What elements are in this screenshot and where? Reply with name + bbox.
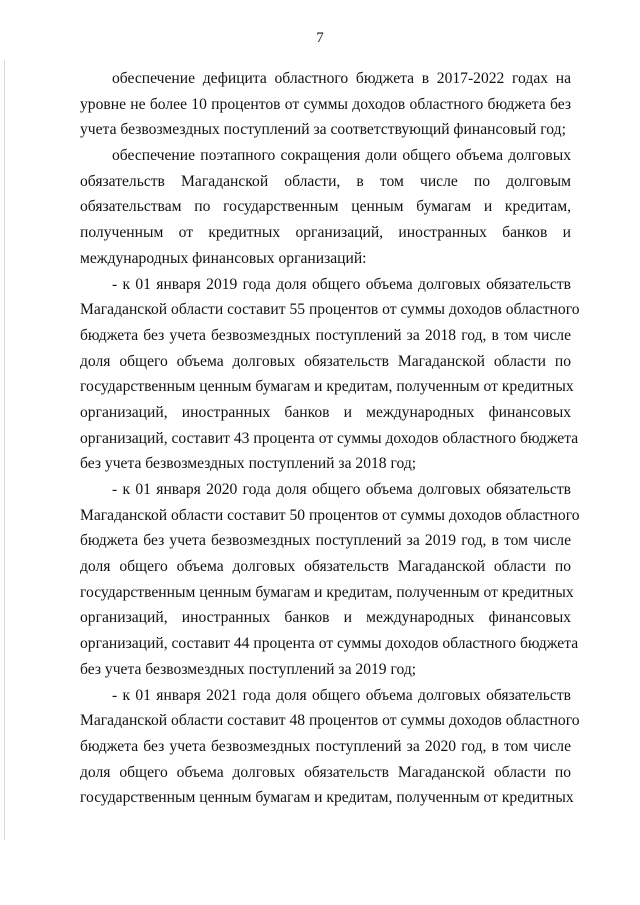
- text-line: Магаданской области составит 55 процентов от суммы доходов областного: [80, 301, 580, 319]
- text-line: Магаданской области составит 48 процентов от суммы доходов областного: [80, 712, 580, 730]
- text-line: доля общего объема долговых обязательств Магаданской области по: [80, 763, 571, 781]
- text-line: обязательствам по государственным ценным бумагам и кредитам,: [80, 198, 571, 216]
- text-line: учета безвозмездных поступлений за соответствующий финансовый год;: [80, 121, 566, 139]
- text-line: уровне не более 10 процентов от суммы доходов областного бюджета без: [80, 95, 571, 113]
- text-line: бюджета без учета безвозмездных поступлений за 2020 год, в том числе: [80, 737, 571, 755]
- text-line: международных финансовых организаций:: [80, 249, 367, 267]
- document-body: [80, 66, 580, 811]
- paragraph-item-2019: [80, 272, 580, 478]
- text-line: обеспечение дефицита областного бюджета в 2017-2022 годах на: [112, 70, 571, 87]
- text-line: обязательств Магаданской области, в том числе по долговым: [80, 172, 571, 190]
- text-line: без учета безвозмездных поступлений за 2019 год;: [80, 660, 417, 678]
- text-line: доля общего объема долговых обязательств Магаданской области по: [80, 558, 571, 576]
- paragraph-item-2020: [80, 477, 580, 683]
- scan-edge-mark: [4, 60, 5, 840]
- paragraph-item-2021: [80, 683, 580, 811]
- text-line: обеспечение поэтапного сокращения доли общего объема долговых: [112, 147, 571, 165]
- text-line: бюджета без учета безвозмездных поступлений за 2019 год, в том числе: [80, 532, 571, 550]
- text-line: - к 01 января 2021 года доля общего объема долговых обязательств: [112, 686, 571, 704]
- page-number: 7: [316, 30, 324, 46]
- paragraph-deficit: [80, 66, 571, 143]
- text-line: организаций, иностранных банков и международных финансовых: [80, 403, 571, 421]
- text-line: - к 01 января 2020 года доля общего объема долговых обязательств: [112, 481, 571, 498]
- text-line: государственным ценным бумагам и кредитам, полученным от кредитных: [80, 583, 574, 601]
- text-line: бюджета без учета безвозмездных поступлений за 2018 год, в том числе: [80, 326, 571, 344]
- text-line: организаций, составит 44 процента от суммы доходов областного бюджета: [80, 635, 579, 653]
- text-line: государственным ценным бумагам и кредитам, полученным от кредитных: [80, 378, 574, 396]
- text-line: - к 01 января 2019 года доля общего объема долговых обязательств: [112, 275, 571, 293]
- text-line: без учета безвозмездных поступлений за 2018 год;: [80, 455, 417, 473]
- text-line: полученным от кредитных организаций, иностранных банков и: [80, 224, 571, 242]
- text-line: организаций, составит 43 процента от суммы доходов областного бюджета: [80, 429, 579, 447]
- text-line: организаций, иностранных банков и международных финансовых: [80, 609, 571, 627]
- text-line: Магаданской области составит 50 процентов от суммы доходов областного: [80, 506, 580, 524]
- text-line: государственным ценным бумагам и кредитам, полученным от кредитных: [80, 789, 574, 807]
- paragraph-debt-reduction: [80, 143, 571, 271]
- text-line: доля общего объема долговых обязательств Магаданской области по: [80, 352, 571, 370]
